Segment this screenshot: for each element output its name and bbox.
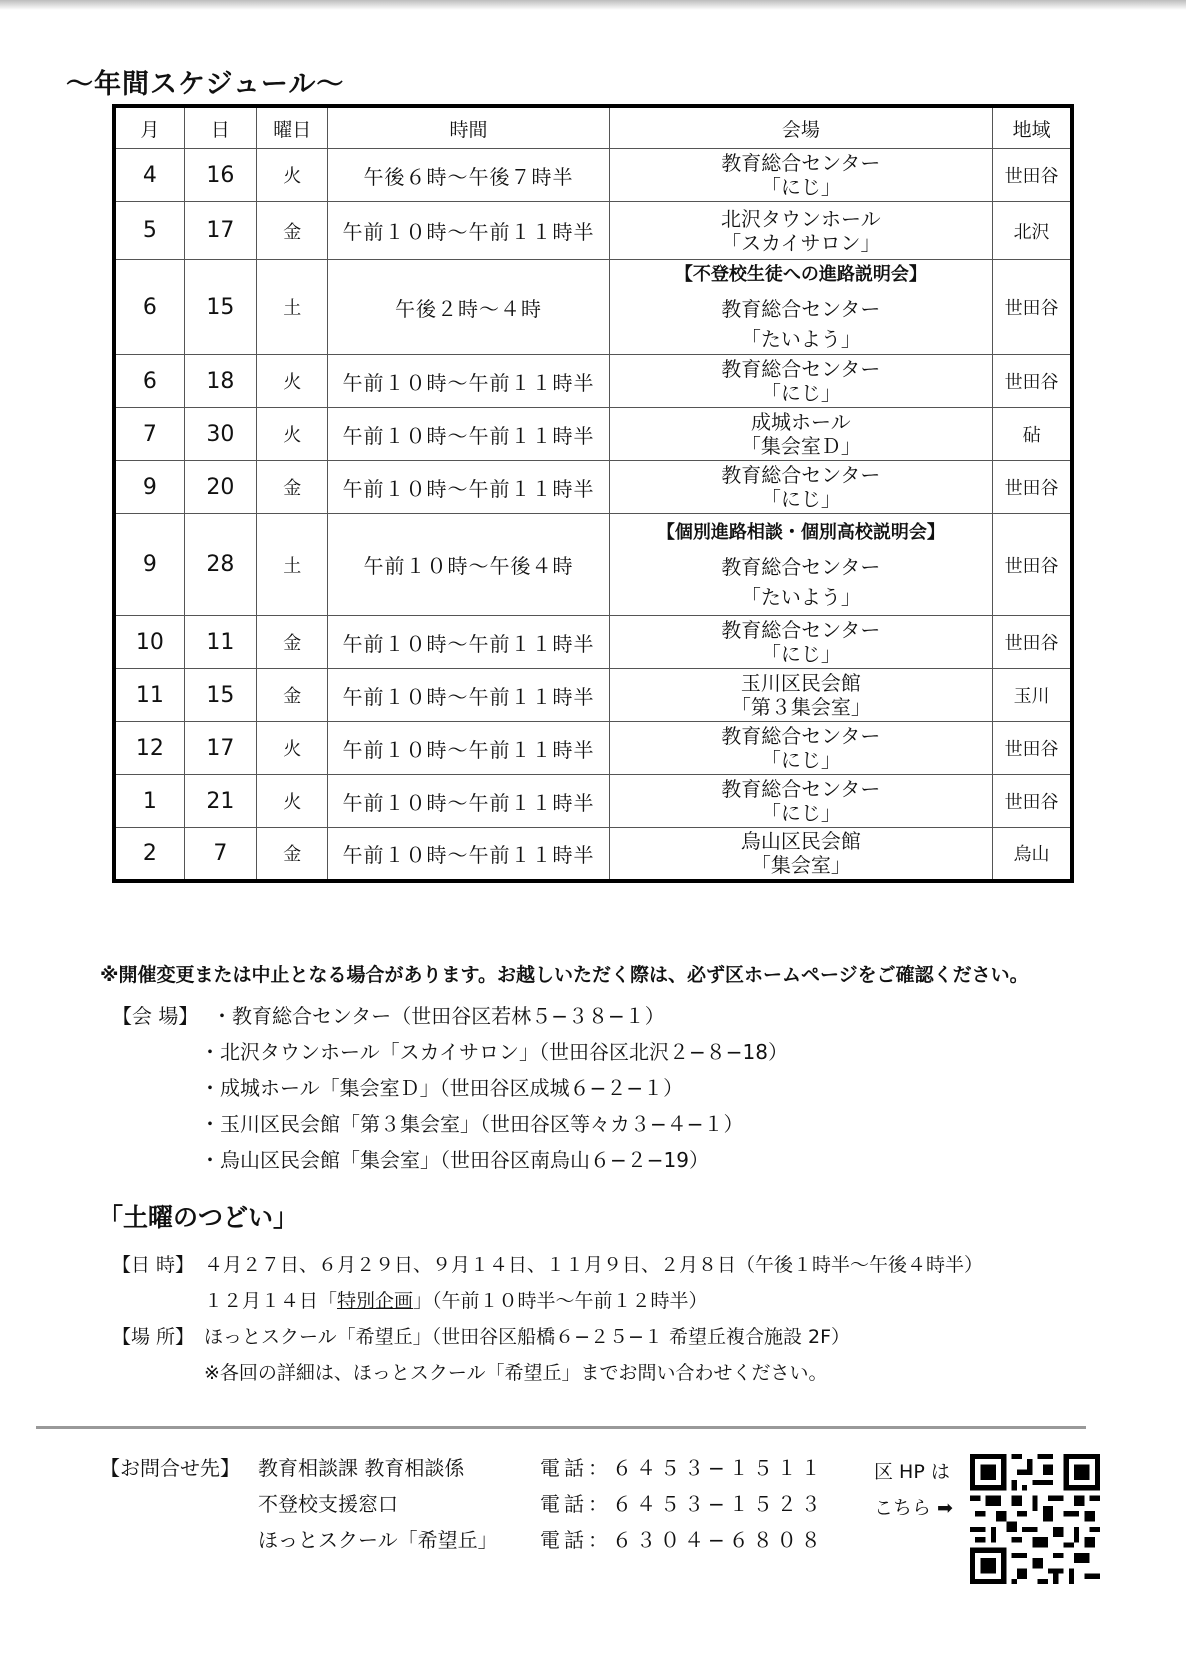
table-row: [114, 461, 1072, 514]
header-day: 日: [184, 106, 256, 149]
cell-day: 18: [184, 355, 256, 408]
notice-text: ※開催変更または中止となる場合があります。お越しいただく際は、必ず区ホームページをご確認ください。: [100, 964, 1029, 986]
cell-month: 7: [114, 408, 184, 461]
contact-tel: 電話：６３０４−６８０８: [540, 1528, 825, 1552]
venue-line: 「たいよう」: [740, 584, 861, 609]
cell-time: 午前１０時～午前１１時半: [328, 722, 609, 775]
cell-day: 17: [184, 722, 256, 775]
cell-day: 21: [184, 775, 256, 828]
cell-weekday: 金: [257, 461, 328, 514]
cell-day: 7: [184, 828, 256, 881]
table-header-row: [114, 106, 1072, 149]
venue-line: 「にじ」: [760, 487, 841, 511]
cell-venue: [609, 149, 993, 202]
date-label: 【日 時】: [112, 1254, 195, 1276]
venue-line: 教育総合センター: [721, 724, 881, 748]
cell-weekday: 火: [257, 355, 328, 408]
place-note: ※各回の詳細は、ほっとスクール「希望丘」までお問い合わせください。: [204, 1362, 828, 1384]
venue-line: 「にじ」: [760, 801, 841, 825]
cell-area: 世田谷: [993, 355, 1072, 408]
cell-time: 午前１０時～午前１１時半: [328, 669, 609, 722]
venue-line: 「にじ」: [760, 381, 841, 405]
cell-area: 世田谷: [993, 260, 1072, 355]
saturday-details: [112, 1250, 983, 1394]
venue-line: 「にじ」: [760, 748, 841, 772]
cell-venue: [609, 722, 993, 775]
cell-venue: [609, 669, 993, 722]
venue-line: 教育総合センター: [721, 297, 881, 321]
contact-tel: 電話：６４５３−１５２３: [540, 1492, 825, 1516]
cell-weekday: 火: [257, 722, 328, 775]
venue-line: 「集会室」: [750, 853, 851, 878]
header-weekday: 曜日: [257, 106, 328, 149]
cell-month: 10: [114, 616, 184, 669]
cell-time: 午前１０時～午前１１時半: [328, 461, 609, 514]
cell-weekday: 火: [257, 149, 328, 202]
cell-day: 20: [184, 461, 256, 514]
cell-area: 烏山: [993, 828, 1072, 881]
schedule-table: [112, 104, 1074, 883]
cell-venue: [609, 355, 993, 408]
cell-area: 世田谷: [993, 722, 1072, 775]
cell-venue: [609, 260, 993, 355]
cell-month: 5: [114, 202, 184, 260]
table-row: [114, 669, 1072, 722]
table-row: [114, 616, 1072, 669]
page-top-shadow: [0, 0, 1186, 10]
cell-venue: [609, 775, 993, 828]
cell-time: 午前１０時～午前１１時半: [328, 202, 609, 260]
table-row: [114, 828, 1072, 881]
cell-venue: [609, 461, 993, 514]
contact-dept: 教育相談課 教育相談係: [258, 1456, 465, 1480]
cell-day: 16: [184, 149, 256, 202]
cell-time: 午前１０時～午前１１時半: [328, 355, 609, 408]
header-venue: 会場: [609, 106, 993, 149]
venue-item: ・成城ホール「集会室Ｄ」（世田谷区成城６−２−１）: [200, 1076, 684, 1100]
venue-line: 「にじ」: [760, 642, 841, 666]
venue-label: 【会 場】: [112, 1004, 199, 1028]
contact-tel: 電話：６４５３−１５１１: [540, 1456, 825, 1480]
cell-weekday: 金: [257, 669, 328, 722]
venue-item: ・北沢タウンホール「スカイサロン」（世田谷区北沢２−８−18）: [200, 1040, 788, 1064]
cell-day: 28: [184, 514, 256, 616]
hp-line-2: こちら ➡: [874, 1497, 953, 1519]
saturday-place: ほっとスクール「希望丘」（世田谷区船橋６−２５−１ 希望丘複合施設 2F）: [204, 1326, 851, 1348]
venue-item: ・玉川区民会館「第３集会室」（世田谷区等々カ３−４−１）: [200, 1112, 744, 1136]
table-row: [114, 514, 1072, 616]
cell-time: 午前１０時～午前１１時半: [328, 775, 609, 828]
venue-line: 「にじ」: [760, 175, 841, 199]
cell-time: 午前１０時～午後４時: [328, 514, 609, 616]
saturday-title: 「土曜のつどい」: [98, 1203, 299, 1232]
cell-time: 午後２時～４時: [328, 260, 609, 355]
cell-area: 世田谷: [993, 616, 1072, 669]
cell-month: 6: [114, 260, 184, 355]
cell-area: 世田谷: [993, 461, 1072, 514]
qr-code-icon[interactable]: [970, 1454, 1100, 1584]
special-event-link[interactable]: 特別企画: [337, 1290, 414, 1312]
cell-area: 玉川: [993, 669, 1072, 722]
venue-line: 教育総合センター: [721, 463, 881, 487]
cell-month: 9: [114, 461, 184, 514]
header-area: 地域: [993, 106, 1072, 149]
cell-month: 11: [114, 669, 184, 722]
venue-line: 教育総合センター: [721, 618, 881, 642]
hp-caption: [874, 1454, 953, 1526]
table-row: [114, 775, 1072, 828]
cell-time: 午前１０時～午前１１時半: [328, 828, 609, 881]
cell-venue: [609, 616, 993, 669]
venue-line: 烏山区民会館: [740, 829, 861, 854]
cell-weekday: 火: [257, 408, 328, 461]
venue-line: 「スカイサロン」: [721, 230, 881, 255]
venue-list: [112, 1000, 788, 1180]
cell-time: 午後６時～午後７時半: [328, 149, 609, 202]
contact-section: [100, 1452, 825, 1560]
cell-weekday: 土: [257, 260, 328, 355]
cell-venue: [609, 514, 993, 616]
cell-area: 北沢: [993, 202, 1072, 260]
header-time: 時間: [328, 106, 609, 149]
cell-day: 30: [184, 408, 256, 461]
contact-dept: 不登校支援窓口: [258, 1492, 398, 1516]
cell-weekday: 金: [257, 202, 328, 260]
cell-time: 午前１０時～午前１１時半: [328, 408, 609, 461]
table-row: [114, 202, 1072, 260]
table-row: [114, 355, 1072, 408]
cell-area: 世田谷: [993, 775, 1072, 828]
cell-venue: [609, 408, 993, 461]
divider: [36, 1426, 1086, 1429]
contact-label: 【お問合せ先】: [100, 1456, 240, 1480]
special-prefix: １２月１４日「: [204, 1290, 338, 1312]
table-row: [114, 149, 1072, 202]
cell-day: 11: [184, 616, 256, 669]
venue-line: 成城ホール: [751, 410, 851, 434]
event-title: 【不登校生徒への進路説明会】: [674, 264, 927, 285]
event-title: 【個別進路相談・個別高校説明会】: [656, 521, 945, 543]
saturday-dates: ４月２７日、６月２９日、９月１４日、１１月９日、２月８日（午後１時半～午後４時半）: [204, 1254, 984, 1276]
venue-line: 「集会室Ｄ」: [740, 434, 861, 458]
page-title: ～年間スケジュール～: [66, 69, 345, 100]
cell-month: 2: [114, 828, 184, 881]
cell-month: 6: [114, 355, 184, 408]
header-month: 月: [114, 106, 184, 149]
venue-item: ・烏山区民会館「集会室」（世田谷区南烏山６−２−19）: [200, 1148, 709, 1172]
cell-day: 15: [184, 260, 256, 355]
place-label: 【場 所】: [112, 1326, 195, 1348]
cell-day: 15: [184, 669, 256, 722]
cell-weekday: 土: [257, 514, 328, 616]
cell-weekday: 火: [257, 775, 328, 828]
cell-month: 9: [114, 514, 184, 616]
cell-venue: [609, 202, 993, 260]
cell-area: 世田谷: [993, 514, 1072, 616]
cell-area: 世田谷: [993, 149, 1072, 202]
venue-line: 「第３集会室」: [730, 695, 871, 719]
cell-month: 12: [114, 722, 184, 775]
venue-item: ・教育総合センター（世田谷区若林５−３８−１）: [212, 1004, 665, 1028]
special-suffix: 」（午前１０時半～午前１２時半）: [413, 1290, 708, 1312]
cell-weekday: 金: [257, 828, 328, 881]
cell-month: 1: [114, 775, 184, 828]
table-row: [114, 722, 1072, 775]
venue-line: 教育総合センター: [721, 554, 881, 579]
venue-line: 北沢タウンホール: [721, 206, 881, 231]
cell-time: 午前１０時～午前１１時半: [328, 616, 609, 669]
cell-area: 砧: [993, 408, 1072, 461]
cell-weekday: 金: [257, 616, 328, 669]
venue-line: 教育総合センター: [721, 357, 881, 381]
venue-line: 教育総合センター: [721, 777, 881, 801]
venue-line: 「たいよう」: [740, 327, 861, 351]
venue-line: 教育総合センター: [721, 151, 881, 175]
table-row: [114, 408, 1072, 461]
hp-line-1: 区 HP は: [874, 1461, 950, 1483]
cell-venue: [609, 828, 993, 881]
cell-month: 4: [114, 149, 184, 202]
contact-dept: ほっとスクール「希望丘」: [258, 1528, 498, 1552]
table-row: [114, 260, 1072, 355]
cell-day: 17: [184, 202, 256, 260]
venue-line: 玉川区民会館: [740, 671, 861, 695]
